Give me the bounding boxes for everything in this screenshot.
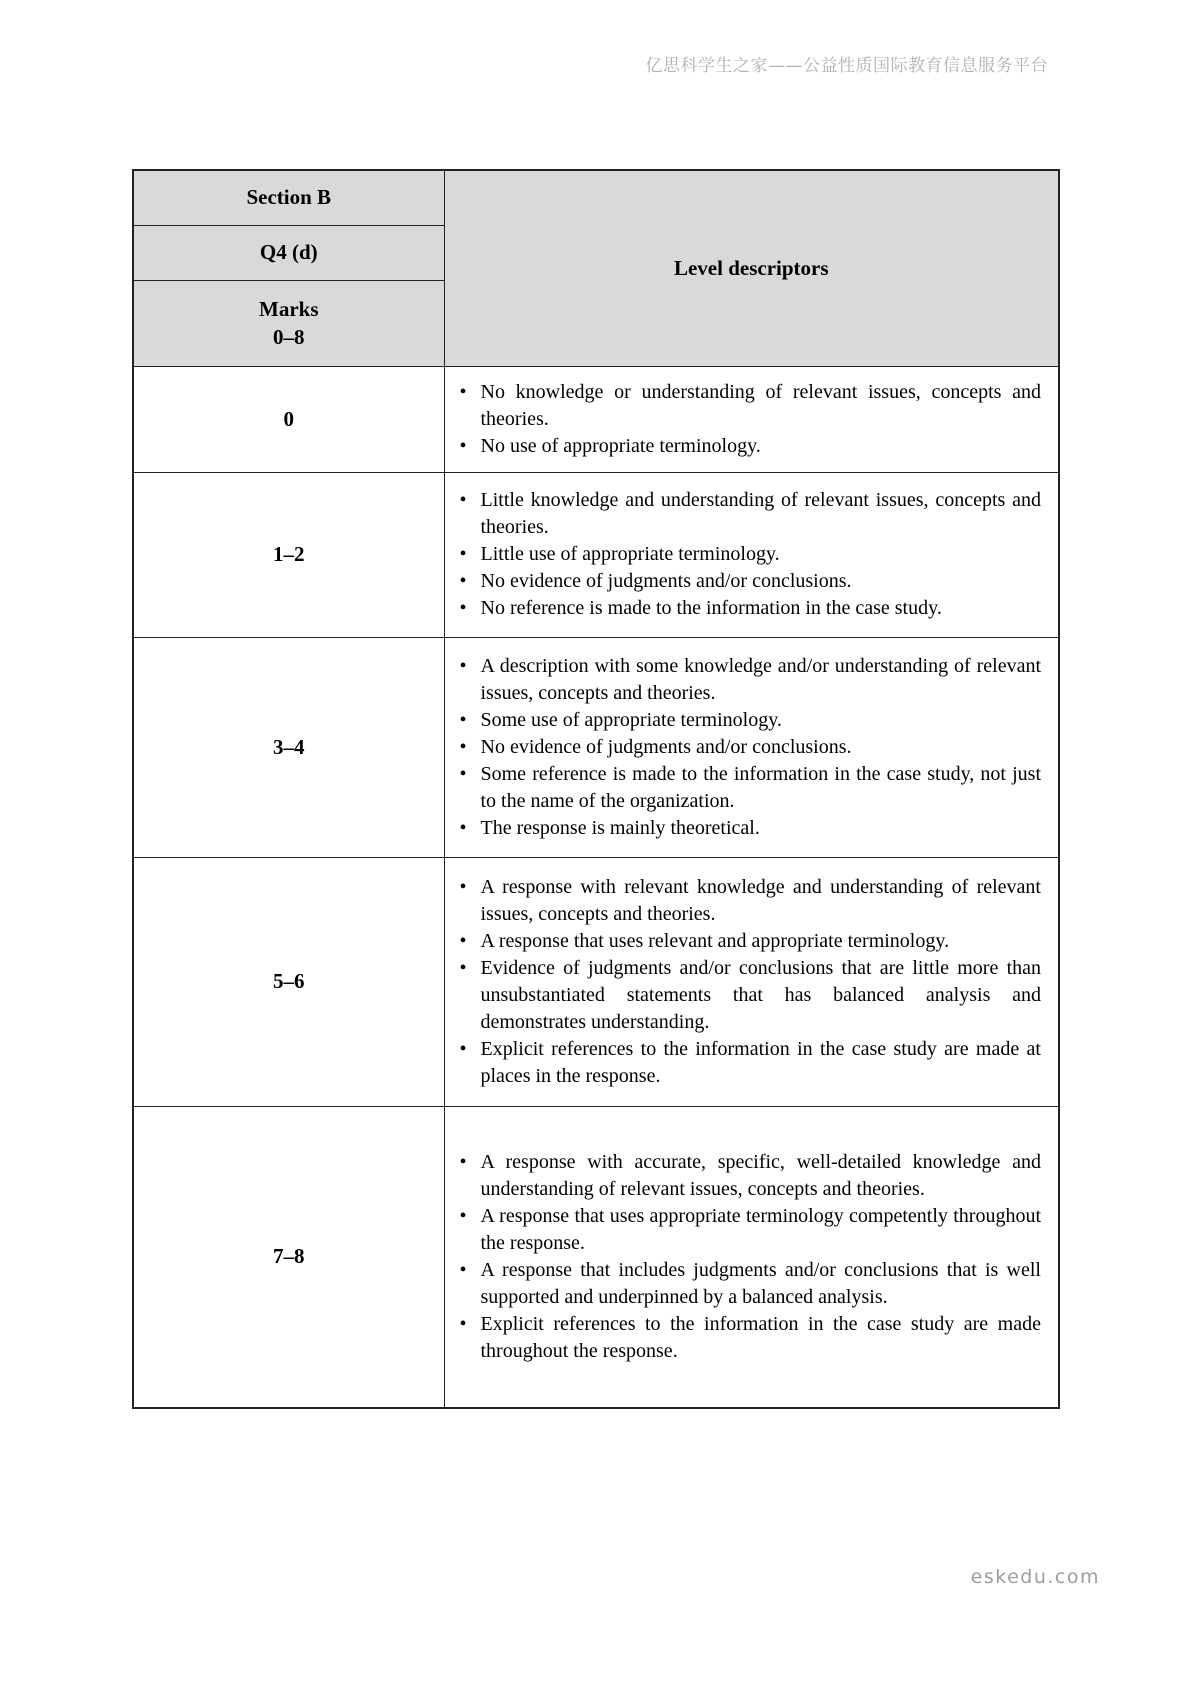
descriptor-list	[460, 653, 1042, 842]
rubric-table-header	[133, 170, 1059, 366]
descriptor-list	[460, 874, 1042, 1090]
descriptor-cell	[444, 1106, 1059, 1408]
descriptor-bullet: • No knowledge or understanding of relevant issues, concepts and theories.	[460, 379, 1042, 433]
header-row-section	[133, 170, 1059, 225]
descriptor-cell	[444, 637, 1059, 857]
mark-cell: 1–2	[133, 472, 444, 637]
level-descriptors-header-cell: Level descriptors	[444, 170, 1059, 366]
descriptor-bullet: • A description with some knowledge and/or understanding of relevant issues, concepts and theories.	[460, 653, 1042, 707]
descriptor-bullet: • Explicit references to the information in the case study are made throughout the response.	[460, 1311, 1042, 1365]
table-row	[133, 366, 1059, 472]
descriptor-cell	[444, 472, 1059, 637]
rubric-table	[132, 169, 1060, 1409]
question-header-cell: Q4 (d)	[133, 225, 444, 280]
marks-header-cell	[133, 280, 444, 366]
descriptor-bullet: • The response is mainly theoretical.	[460, 815, 1042, 842]
descriptor-bullet: • Little use of appropriate terminology.	[460, 541, 1042, 568]
descriptor-bullet: • A response with relevant knowledge and understanding of relevant issues, concepts and theories.	[460, 874, 1042, 928]
descriptor-cell	[444, 857, 1059, 1106]
descriptor-cell	[444, 366, 1059, 472]
section-header-cell: Section B	[133, 170, 444, 225]
descriptor-bullet: • No evidence of judgments and/or conclusions.	[460, 568, 1042, 595]
table-row	[133, 472, 1059, 637]
footer-site-text: eskedu.com	[970, 1566, 1100, 1588]
descriptor-bullet: • A response that includes judgments and/or conclusions that is well supported and underpinned by a balanced analysis.	[460, 1257, 1042, 1311]
watermark-header: 亿思科学生之家——公益性质国际教育信息服务平台	[645, 56, 1048, 76]
marks-range: 0–8	[273, 325, 305, 349]
descriptor-bullet: • A response that uses appropriate terminology competently throughout the response.	[460, 1203, 1042, 1257]
descriptor-bullet: • Some use of appropriate terminology.	[460, 707, 1042, 734]
descriptor-bullet: • Some reference is made to the information in the case study, not just to the name of the organization.	[460, 761, 1042, 815]
descriptor-bullet: • A response with accurate, specific, well-detailed knowledge and understanding of relevant issues, concepts and theories.	[460, 1149, 1042, 1203]
descriptor-bullet: • Little knowledge and understanding of relevant issues, concepts and theories.	[460, 487, 1042, 541]
mark-cell: 0	[133, 366, 444, 472]
table-row	[133, 857, 1059, 1106]
descriptor-bullet: • A response that uses relevant and appropriate terminology.	[460, 928, 1042, 955]
descriptor-bullet: • Explicit references to the information in the case study are made at places in the response.	[460, 1036, 1042, 1090]
descriptor-bullet: • No reference is made to the information in the case study.	[460, 595, 1042, 622]
marks-label: Marks	[259, 297, 319, 321]
descriptor-bullet: • Evidence of judgments and/or conclusions that are little more than unsubstantiated statements that has balanced analysis and demonstrates understanding.	[460, 955, 1042, 1036]
descriptor-list	[460, 487, 1042, 622]
mark-cell: 3–4	[133, 637, 444, 857]
descriptor-list	[460, 1149, 1042, 1365]
rubric-table-body	[133, 366, 1059, 1408]
descriptor-bullet: • No use of appropriate terminology.	[460, 433, 1042, 460]
descriptor-bullet: • No evidence of judgments and/or conclusions.	[460, 734, 1042, 761]
table-row	[133, 637, 1059, 857]
descriptor-list	[460, 379, 1042, 460]
table-row	[133, 1106, 1059, 1408]
mark-cell: 5–6	[133, 857, 444, 1106]
mark-cell: 7–8	[133, 1106, 444, 1408]
